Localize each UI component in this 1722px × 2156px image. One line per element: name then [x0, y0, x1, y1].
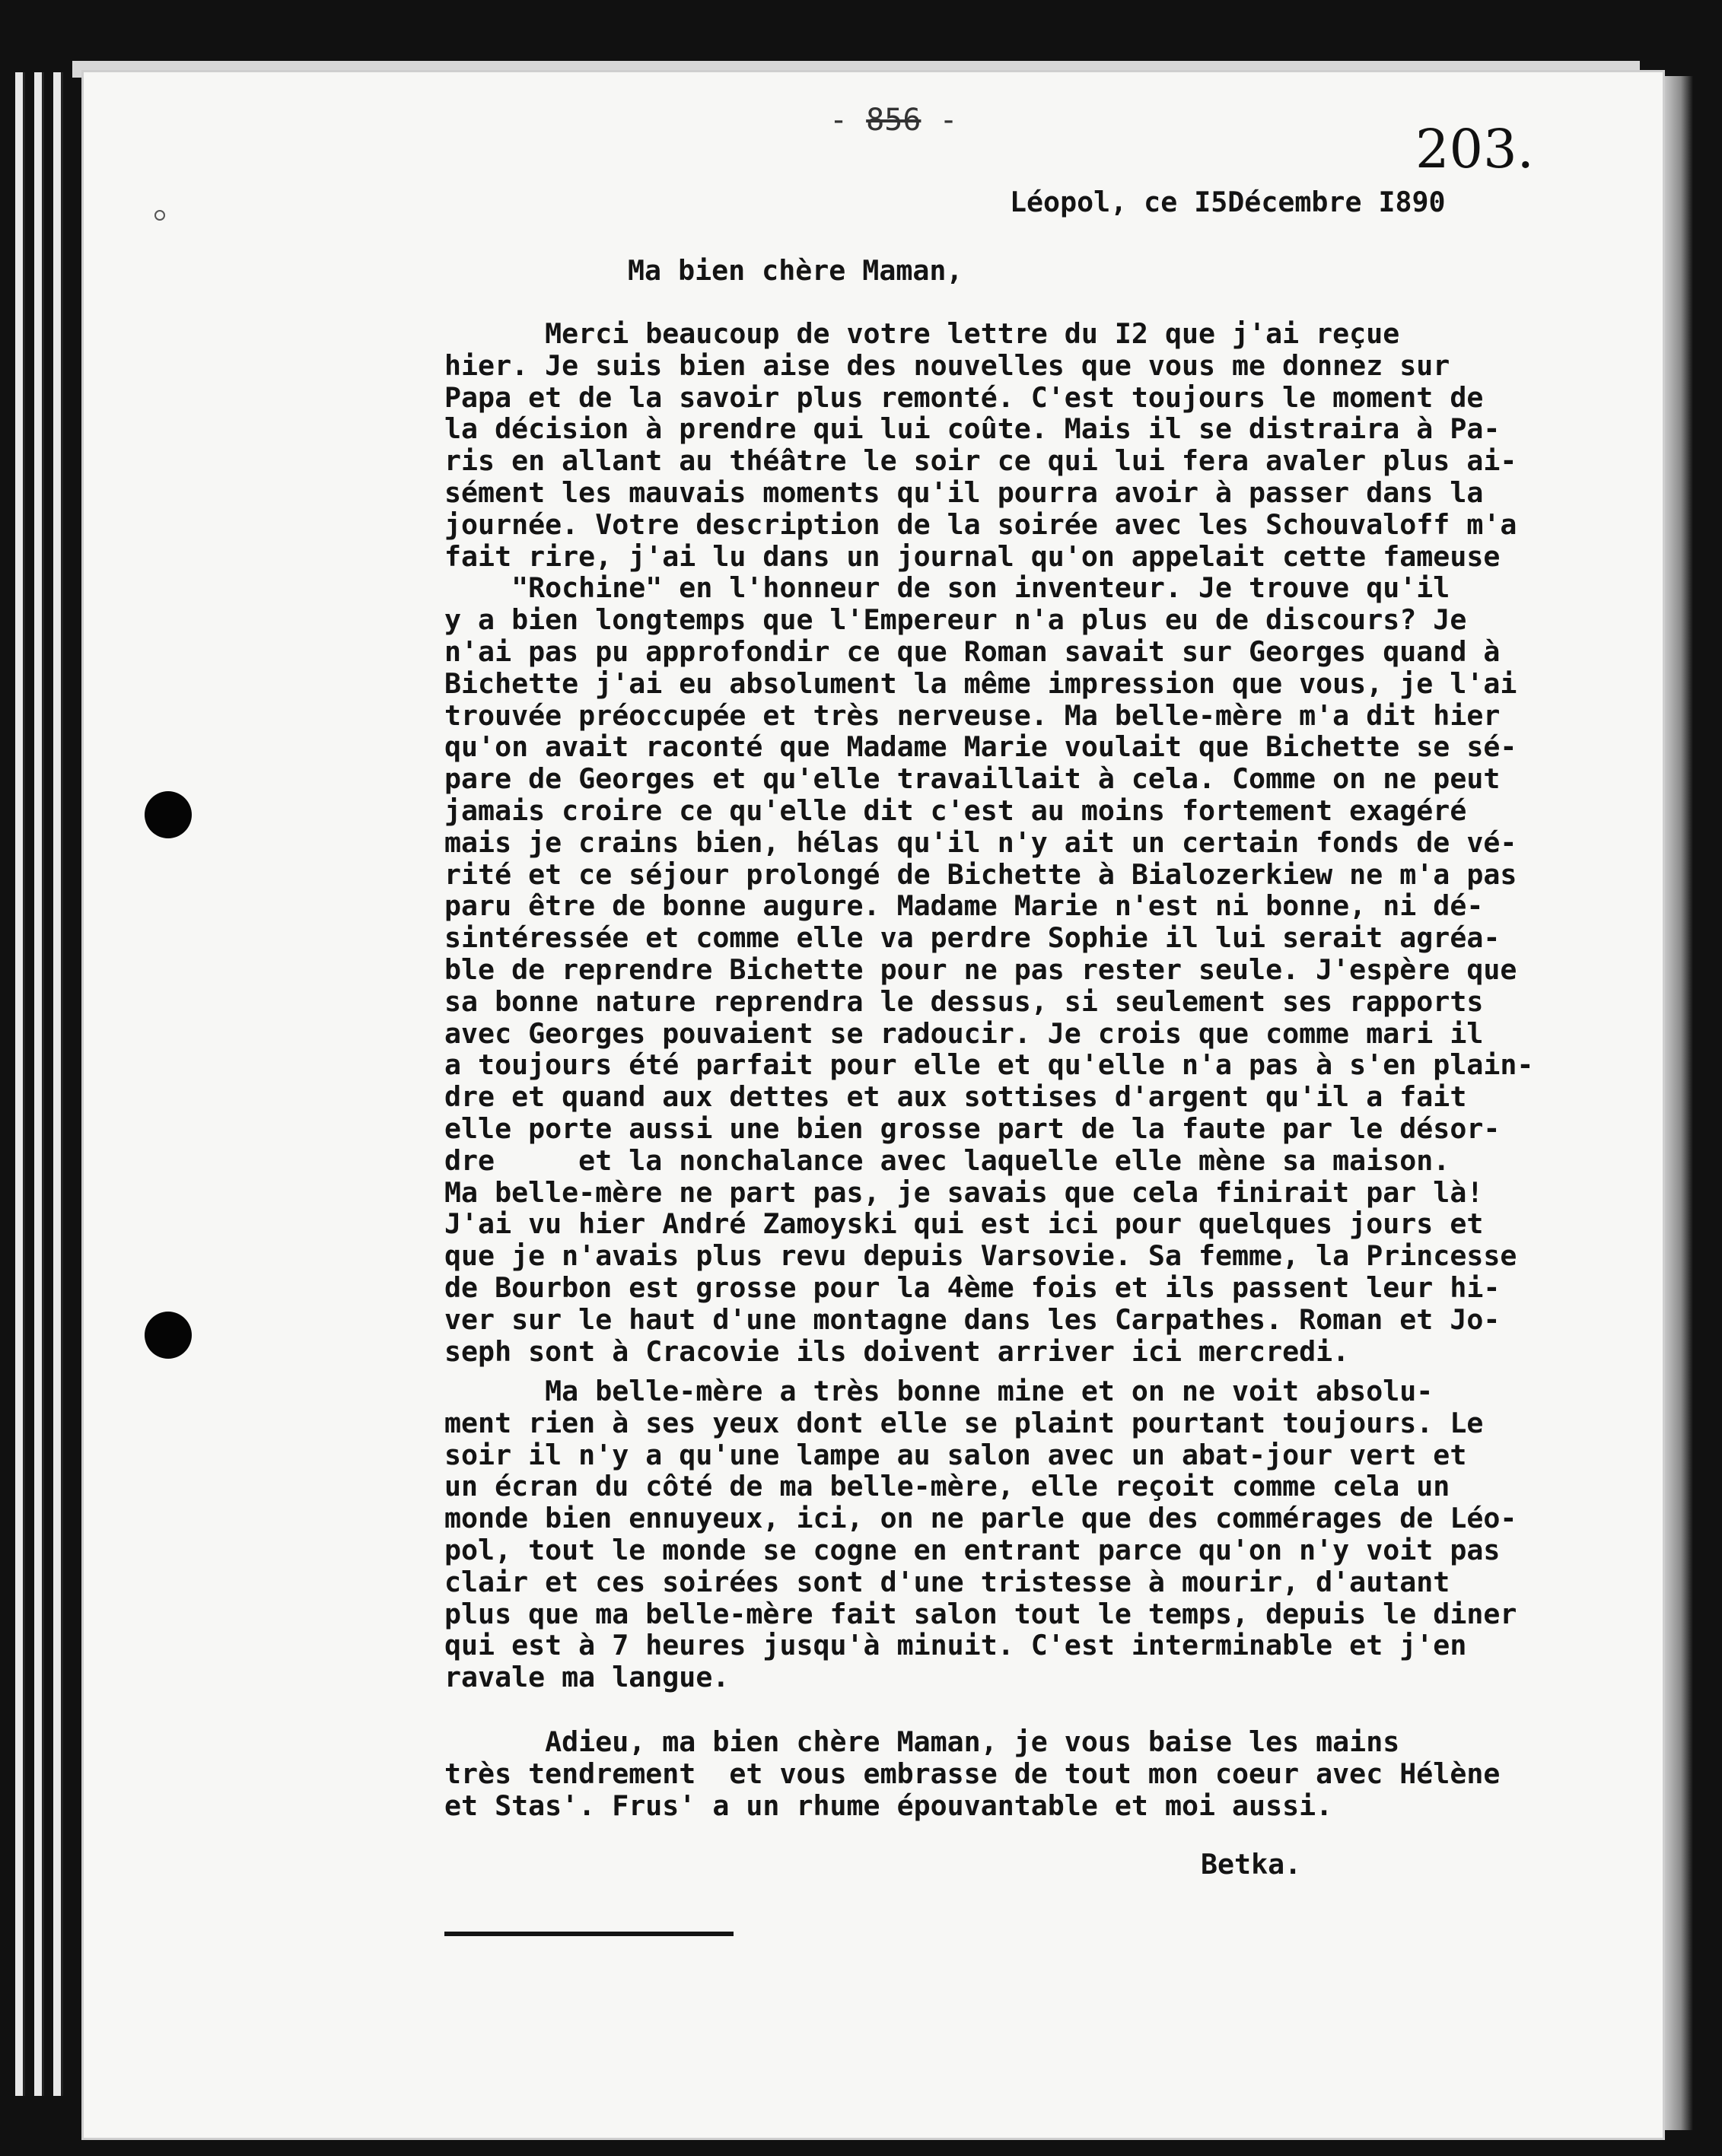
text-line: paru être de bonne augure. Madame Marie n'est ni bonne, ni dé- [444, 889, 1484, 923]
text-line: trouvée préoccupée et très nerveuse. Ma belle-mère m'a dit hier [444, 698, 1501, 732]
page-edge [53, 72, 63, 2096]
page-edge [15, 72, 25, 2096]
text-line: ver sur le haut d'une montagne dans les Carpathes. Roman et Jo- [444, 1302, 1501, 1336]
text-line: n'ai pas pu approfondir ce que Roman savait sur Georges quand à [444, 634, 1501, 668]
closing-rule [444, 1932, 734, 1936]
signature: Betka. [1201, 1848, 1302, 1881]
text-line: rité et ce séjour prolongé de Bichette à Bialozerkiew ne m'a pas [444, 857, 1517, 891]
text-line: ment rien à ses yeux dont elle se plaint pourtant toujours. Le [444, 1406, 1484, 1439]
text-line: ravale ma langue. [444, 1661, 730, 1694]
dateline: Léopol, ce I5Décembre I890 [1010, 186, 1446, 218]
paragraph-1 [444, 318, 1533, 1367]
text-line: pare de Georges et qu'elle travaillait à cela. Comme on ne peut [444, 762, 1501, 796]
text-line: sintéressée et comme elle va perdre Sophie il lui serait agréa- [444, 921, 1501, 955]
text-line: pol, tout le monde se cogne en entrant parce qu'on n'y voit pas [444, 1533, 1501, 1566]
text-line: qu'on avait raconté que Madame Marie voulait que Bichette se sé- [444, 730, 1517, 764]
text-line: plus que ma belle-mère fait salon tout le temps, depuis le diner [444, 1597, 1517, 1630]
text-line: dre et la nonchalance avec laquelle elle mène sa maison. [444, 1143, 1450, 1177]
text-line: "Rochine" en l'honneur de son inventeur. Je trouve qu'il [444, 571, 1450, 605]
text-line: Ma belle-mère ne part pas, je savais que cela finirait par là! [444, 1175, 1484, 1209]
text-line: ble de reprendre Bichette pour ne pas rester seule. J'espère que [444, 952, 1517, 986]
text-line: et Stas'. Frus' a un rhume épouvantable et moi aussi. [444, 1789, 1333, 1822]
punch-hole [145, 791, 192, 838]
text-line: seph sont à Cracovie ils doivent arriver ici mercredi. [444, 1334, 1350, 1368]
text-line: journée. Votre description de la soirée avec les Schouvaloff m'a [444, 507, 1517, 541]
text-line: monde bien ennuyeux, ici, on ne parle que des commérages de Léo- [444, 1502, 1517, 1535]
text-line: J'ai vu hier André Zamoyski qui est ici pour quelques jours et [444, 1207, 1484, 1241]
text-line: y a bien longtemps que l'Empereur n'a plus eu de discours? Je [444, 603, 1467, 637]
page-edge [34, 72, 44, 2096]
text-line: a toujours été parfait pour elle et qu'elle n'a pas à s'en plain- [444, 1048, 1534, 1082]
margin-mark [154, 210, 165, 221]
text-line: mais je crains bien, hélas qu'il n'y ait un certain fonds de vé- [444, 825, 1517, 859]
paragraph-3 [444, 1726, 1500, 1821]
text-line: Ma belle-mère a très bonne mine et on ne voit absolu- [444, 1375, 1434, 1407]
text-line: la décision à prendre qui lui coûte. Mais il se distraira à Pa- [444, 412, 1501, 446]
text-line: Bichette j'ai eu absolument la même impression que vous, je l'ai [444, 666, 1517, 700]
text-line: très tendrement et vous embrasse de tout mon coeur avec Hélène [444, 1757, 1501, 1790]
text-line: soir il n'y a qu'une lampe au salon avec un abat-jour vert et [444, 1438, 1467, 1471]
text-line: elle porte aussi une bien grosse part de la faute par le désor- [444, 1111, 1501, 1145]
text-line: Adieu, ma bien chère Maman, je vous baise les mains [444, 1725, 1400, 1758]
text-line: fait rire, j'ai lu dans un journal qu'on appelait cette fameuse [444, 539, 1501, 573]
salutation: Ma bien chère Maman, [628, 254, 963, 287]
text-line: un écran du côté de ma belle-mère, elle reçoit comme cela un [444, 1470, 1450, 1503]
text-line: dre et quand aux dettes et aux sottises d'argent qu'il a fait [444, 1080, 1467, 1114]
text-line: ris en allant au théâtre le soir ce qui lui fera avaler plus ai- [444, 444, 1517, 478]
text-line: clair et ces soirées sont d'une tristesse à mourir, d'autant [444, 1565, 1450, 1598]
folio-number: 203. [1415, 118, 1534, 180]
text-line: avec Georges pouvaient se radoucir. Je crois que comme mari il [444, 1016, 1484, 1050]
text-line: hier. Je suis bien aise des nouvelles que vous me donnez sur [444, 348, 1450, 382]
punch-hole [145, 1312, 192, 1359]
text-line: de Bourbon est grosse pour la 4ème fois et ils passent leur hi- [444, 1270, 1501, 1304]
page-right-edge [1663, 76, 1693, 2130]
text-line: que je n'avais plus revu depuis Varsovie. Sa femme, la Princesse [444, 1239, 1517, 1273]
paragraph-2 [444, 1375, 1517, 1693]
text-line: sa bonne nature reprendra le dessus, si seulement ses rapports [444, 984, 1484, 1018]
archive-number: - 856 - [829, 103, 958, 138]
text-line: Merci beaucoup de votre lettre du I2 que j'ai reçue [444, 317, 1400, 350]
text-line: jamais croire ce qu'elle dit c'est au moins fortement exagéré [444, 793, 1467, 827]
text-line: Papa et de la savoir plus remonté. C'est toujours le moment de [444, 380, 1484, 414]
text-line: sément les mauvais moments qu'il pourra avoir à passer dans la [444, 475, 1484, 509]
text-line: qui est à 7 heures jusqu'à minuit. C'est interminable et j'en [444, 1629, 1467, 1662]
